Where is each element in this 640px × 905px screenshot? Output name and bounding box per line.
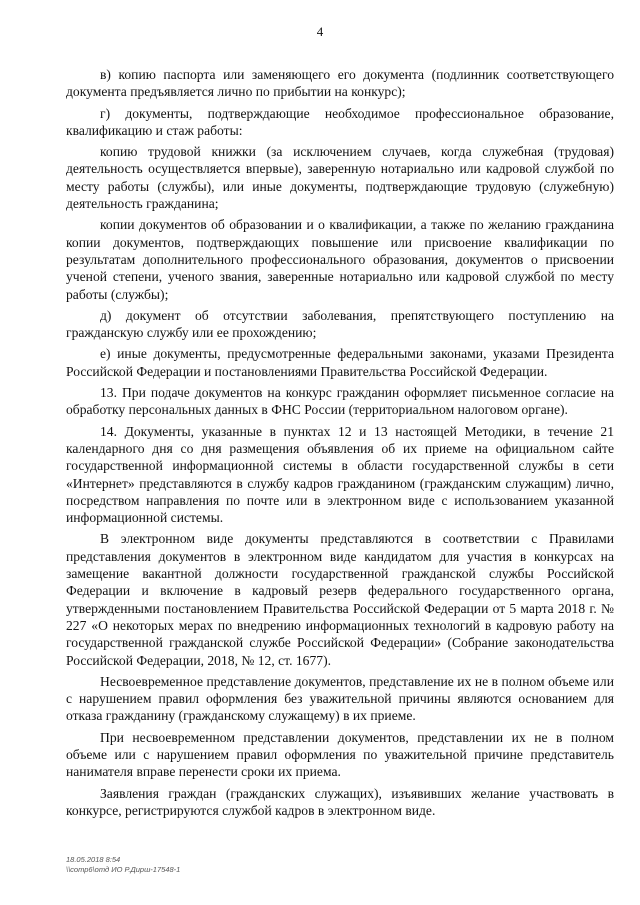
paragraph-applications-registration: Заявления граждан (гражданских служащих), изъявивших желание участвовать в конкурсе, регистрируются службой кадров в электронном виде. bbox=[66, 785, 614, 818]
print-file-path: \\сотр6\отд ИО Р.Дирш-17548-1 bbox=[66, 865, 181, 874]
print-timestamp: 18.05.2018 8:54 bbox=[66, 855, 121, 864]
page-number: 4 bbox=[316, 24, 324, 39]
paragraph-qualification-copies: копии документов об образовании и о квалификации, а также по желанию гражданина копии документов, подтверждающих повышение или присвоение квалификации по результатам дополнительного профессионального образования, документов о присвоении ученой степени, ученого звания, заверенные нотариально или кадровой службой по месту работы (службы); bbox=[66, 217, 614, 302]
paragraph-item-14: 14. Документы, указанные в пунктах 12 и 13 настоящей Методики, в течение 21 календарного дня со дня размещения объявления об их приеме на официальном сайте государственной информационной системы в области государственной службы в сети «Интернет» представляются в службу кадров гражданином (гражданским служащим) лично, посредством направления по почте или в электронном виде с использованием указанной информационной системы. bbox=[66, 423, 614, 526]
document-body bbox=[66, 66, 614, 819]
paragraph-passport: в) копию паспорта или заменяющего его документа (подлинник соответствующего документа предъявляется лично по прибытии на конкурс); bbox=[66, 67, 614, 100]
paragraph-late-submission-refusal: Несвоевременное представление документов, представление их не в полном объеме или с нарушением правил оформления без уважительной причины являются основанием для отказа гражданину (гражданскому служащему) в их приеме. bbox=[66, 673, 614, 724]
paragraph-electronic-submission: В электронном виде документы представляются в соответствии с Правилами представления документов в электронном виде кандидатом для участия в конкурсах на замещение вакантной должности государственной гражданской службы Российской Федерации и включение в кадровый резерв федерального государственного органа, утвержденными постановлением Правительства Российской Федерации от 5 марта 2018 г. № 227 «О некоторых мерах по внедрению информационных технологий в кадровую работу на государственной гражданской службе Российской Федерации» (Собрание законодательства Российской Федерации, 2018, № 12, ст. 1677). bbox=[66, 531, 614, 668]
print-footer bbox=[66, 855, 180, 875]
paragraph-work-book: копию трудовой книжки (за исключением случаев, когда служебная (трудовая) деятельность осуществляется впервые), заверенную нотариально или кадровой службой по месту работы (службы), или иные документы, подтверждающие трудовую (служебную) деятельность гражданина; bbox=[66, 144, 614, 212]
paragraph-education-docs: г) документы, подтверждающие необходимое профессиональное образование, квалификацию и стаж работы: bbox=[66, 105, 614, 138]
paragraph-health-document: д) документ об отсутствии заболевания, препятствующего поступлению на гражданскую службу или ее прохождению; bbox=[66, 307, 614, 341]
paragraph-item-13: 13. При подаче документов на конкурс гражданин оформляет письменное согласие на обработку персональных данных в ФНС России (территориальном налоговом органе). bbox=[66, 385, 614, 418]
paragraph-other-documents: е) иные документы, предусмотренные федеральными законами, указами Президента Российской Федерации и постановлениями Правительства Российской Федерации. bbox=[66, 346, 614, 379]
paragraph-late-submission-valid-reason: При несвоевременном представлении документов, представлении их не в полном объеме или с нарушением правил оформления по уважительной причине представитель нанимателя вправе перенести сроки их приема. bbox=[66, 729, 614, 780]
